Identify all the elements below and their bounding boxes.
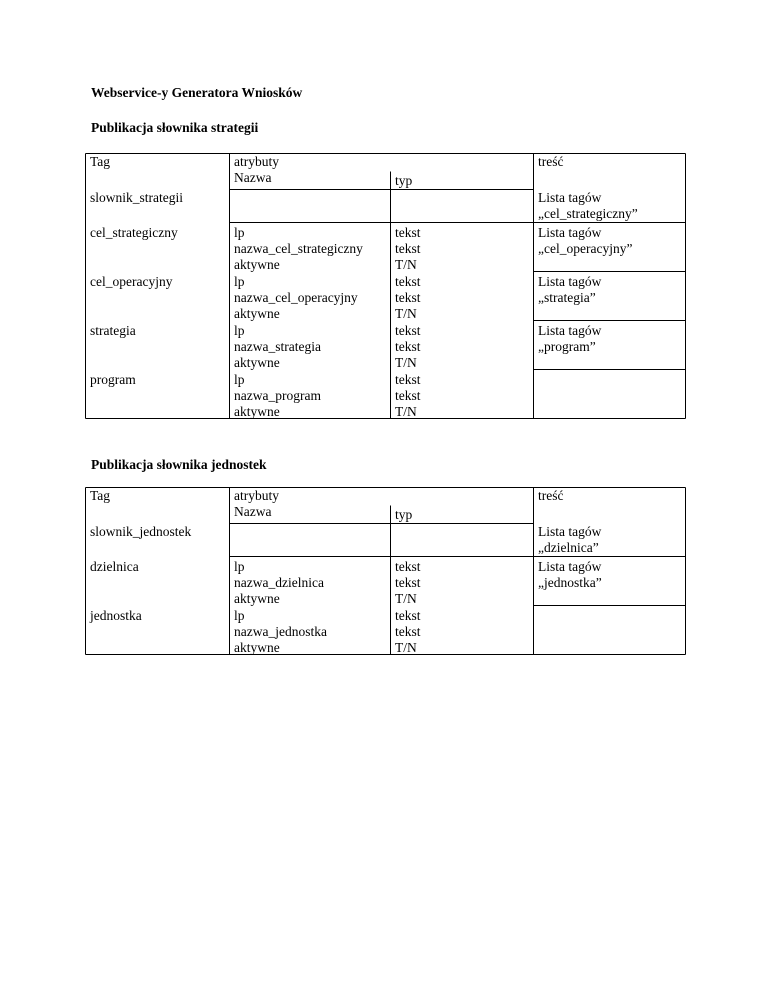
attribute-name: lp [234,559,245,574]
attribute-type: tekst [395,575,421,590]
content-cell: „cel_operacyjny” [538,241,633,256]
attribute-type: tekst [395,241,421,256]
unit-dictionary-table [85,487,685,654]
tag-cell: cel_operacyjny [90,274,173,289]
header-content: treść [538,154,564,169]
header-type: typ [395,507,413,522]
tag-cell: dzielnica [90,559,139,574]
header-content: treść [538,488,564,503]
tag-cell: slownik_jednostek [90,524,192,539]
attribute-name: nazwa_strategia [234,339,321,354]
header-name: Nazwa [234,170,272,185]
attribute-name: aktywne [234,404,280,419]
attribute-name: lp [234,274,245,289]
attribute-name: aktywne [234,640,280,655]
content-cell: „cel_strategiczny” [538,206,638,221]
content-cell: „strategia” [538,290,596,305]
content-cell: Lista tagów [538,524,602,539]
attribute-type: tekst [395,608,421,623]
attribute-name: nazwa_program [234,388,321,403]
attribute-type: T/N [395,640,417,655]
attribute-name: nazwa_cel_operacyjny [234,290,358,305]
attribute-name: nazwa_cel_strategiczny [234,241,363,256]
section-heading-jednostki: Publikacja słownika jednostek [91,457,267,472]
attribute-name: aktywne [234,591,280,606]
tag-cell: strategia [90,323,136,338]
attribute-type: tekst [395,274,421,289]
content-cell: „program” [538,339,596,354]
header-attributes: atrybuty [234,488,279,503]
header-name: Nazwa [234,504,272,519]
attribute-name: nazwa_dzielnica [234,575,324,590]
attribute-name: aktywne [234,257,280,272]
attribute-type: T/N [395,591,417,606]
content-cell: „dzielnica” [538,540,599,555]
attribute-type: T/N [395,404,417,419]
content-cell: Lista tagów [538,323,602,338]
content-cell: „jednostka” [538,575,602,590]
header-type: typ [395,173,413,188]
content-cell: Lista tagów [538,274,602,289]
attribute-type: T/N [395,306,417,321]
tag-cell: cel_strategiczny [90,225,178,240]
content-cell: Lista tagów [538,225,602,240]
strategy-dictionary-table [85,153,685,418]
content-cell: Lista tagów [538,190,602,205]
header-tag: Tag [90,488,111,503]
section-heading-strategie: Publikacja słownika strategii [91,120,259,135]
attribute-type: tekst [395,388,421,403]
attribute-name: lp [234,225,245,240]
header-attributes: atrybuty [234,154,279,169]
content-cell: Lista tagów [538,559,602,574]
attribute-type: tekst [395,225,421,240]
attribute-name: lp [234,323,245,338]
attribute-type: T/N [395,355,417,370]
attribute-type: tekst [395,624,421,639]
attribute-type: T/N [395,257,417,272]
attribute-name: aktywne [234,306,280,321]
attribute-name: lp [234,372,245,387]
attribute-name: lp [234,608,245,623]
attribute-name: aktywne [234,355,280,370]
document-title: Webservice-y Generatora Wniosków [91,85,303,100]
attribute-type: tekst [395,290,421,305]
attribute-type: tekst [395,323,421,338]
attribute-type: tekst [395,339,421,354]
tag-cell: program [90,372,136,387]
attribute-name: nazwa_jednostka [234,624,327,639]
header-tag: Tag [90,154,111,169]
tag-cell: jednostka [90,608,142,623]
tag-cell: slownik_strategii [90,190,183,205]
attribute-type: tekst [395,559,421,574]
attribute-type: tekst [395,372,421,387]
